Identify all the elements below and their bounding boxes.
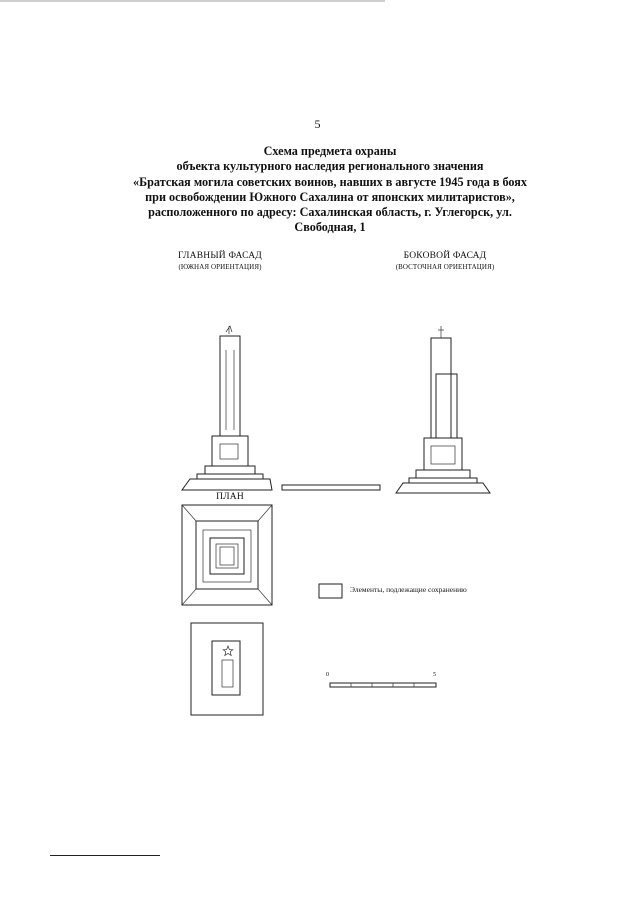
heading-line-5: расположенного по адресу: Сахалинская область, г. Углегорск, ул. <box>148 205 512 220</box>
plaque-detail-frame <box>191 623 263 715</box>
main-facade-drawing <box>182 326 272 490</box>
side-facade-drawing <box>396 326 490 493</box>
page-number: 5 <box>314 117 321 131</box>
plan-obelisk <box>220 547 234 565</box>
main-facade-subtitle: (ЮЖНАЯ ОРИЕНТАЦИЯ) <box>178 263 262 271</box>
plaque-detail-drawing <box>191 623 263 715</box>
heading-line-1: Схема предмета охраны <box>263 144 397 158</box>
main-facade-finial-icon <box>226 326 232 334</box>
side-facade-base <box>396 483 490 493</box>
footnote-separator <box>50 855 160 856</box>
star-icon <box>223 646 233 656</box>
scale-end-label: 5 <box>433 672 436 678</box>
plan-title: ПЛАН <box>216 492 244 502</box>
plaque-detail-inscription-field <box>222 660 233 687</box>
legend-label: Элементы, подлежащие сохранению <box>350 585 467 594</box>
plan-drawing <box>182 505 272 605</box>
scale-bar <box>330 683 436 687</box>
main-facade-obelisk <box>220 336 240 436</box>
heading-line-2: объекта культурного наследия регионального значения <box>176 159 484 174</box>
ground-line <box>282 485 380 490</box>
main-facade-title: ГЛАВНЫЙ ФАСАД <box>178 251 262 261</box>
side-facade-obelisk <box>431 338 451 438</box>
side-facade-subtitle: (ВОСТОЧНАЯ ОРИЕНТАЦИЯ) <box>395 263 495 271</box>
main-facade-plaque <box>220 444 238 459</box>
plan-pedestal <box>210 538 244 574</box>
side-facade-plaque <box>431 446 455 464</box>
scale-start-label: 0 <box>326 672 329 678</box>
heading-line-3: «Братская могила советских воинов, навших в августе 1945 года в боях <box>133 174 527 189</box>
side-facade-title: БОКОВОЙ ФАСАД <box>403 251 487 261</box>
heading-line-6: Свободная, 1 <box>294 220 366 235</box>
main-facade-base <box>182 479 272 490</box>
heading-line-4: при освобождении Южного Сахалина от японских милитаристов», <box>145 189 515 204</box>
main-facade-pedestal <box>212 436 248 466</box>
side-facade-pedestal <box>424 438 462 470</box>
legend-swatch <box>319 584 342 598</box>
